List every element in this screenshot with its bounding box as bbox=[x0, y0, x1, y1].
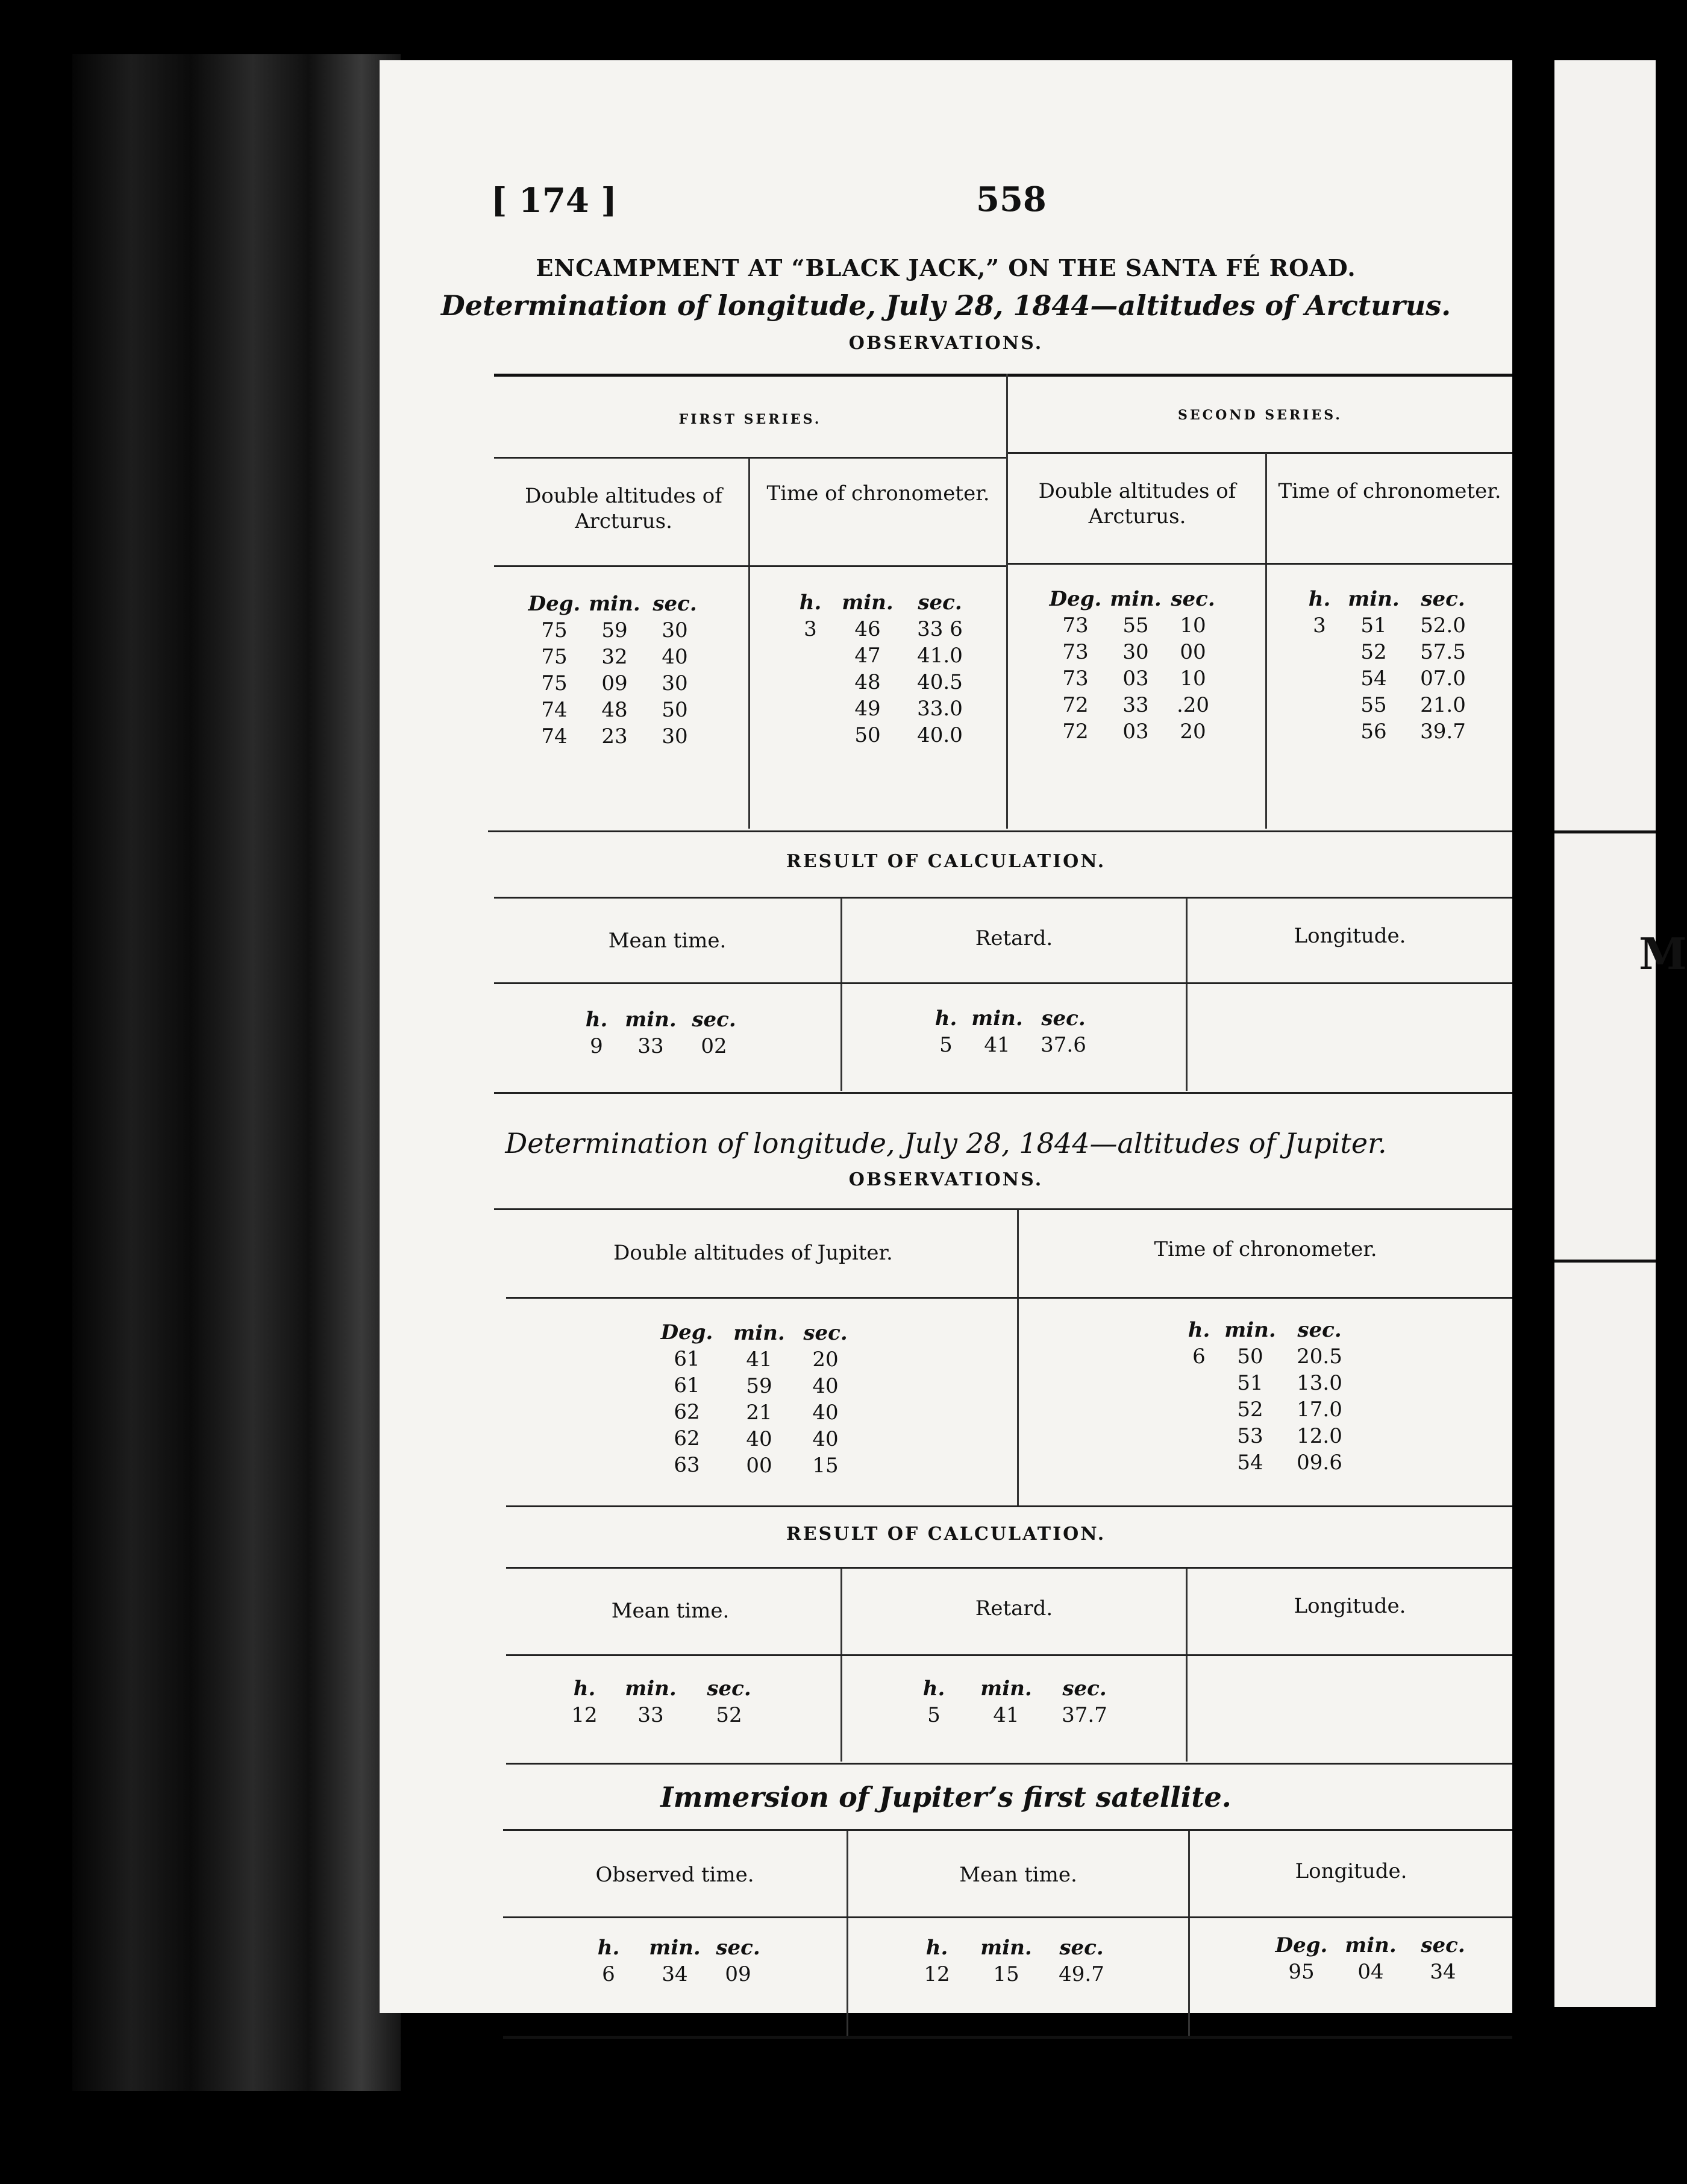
table-cell: 53 bbox=[1237, 1424, 1263, 1448]
column-label: sec. bbox=[707, 1677, 751, 1701]
table-cell: 48 bbox=[854, 670, 881, 694]
table-cell: 59 bbox=[601, 618, 628, 642]
table-cell: 33 bbox=[1122, 693, 1149, 717]
satellite-observed-time-header: Observed time. bbox=[595, 1863, 754, 1887]
arcturus-mean-h bbox=[578, 1006, 615, 1059]
table-cell: 33 bbox=[637, 1034, 664, 1058]
arcturus-second-tsec-column bbox=[1407, 586, 1479, 745]
table-cell: 21.0 bbox=[1420, 693, 1466, 717]
table-rule bbox=[503, 2036, 1512, 2039]
table-cell: 55 bbox=[1360, 693, 1387, 717]
jupiter-tsec-column bbox=[1283, 1317, 1356, 1476]
jupiter-result-label: RESULT OF CALCULATION. bbox=[786, 1523, 1106, 1545]
table-cell bbox=[1298, 665, 1341, 692]
column-label: min. bbox=[971, 1006, 1023, 1031]
table-cell: 00 bbox=[1180, 640, 1206, 664]
arcturus-mean-sec bbox=[684, 1006, 744, 1059]
table-cell: 33.0 bbox=[917, 697, 963, 721]
arcturus-first-sec-column bbox=[648, 591, 702, 750]
jupiter-altitude-header: Double altitudes of Jupiter. bbox=[613, 1241, 893, 1265]
page-number: 558 bbox=[976, 180, 1047, 219]
table-cell: 62 bbox=[674, 1426, 700, 1451]
first-time-header: Time of chronometer. bbox=[766, 482, 990, 506]
table-cell: 61 bbox=[674, 1373, 700, 1398]
column-label: h. bbox=[1308, 587, 1331, 611]
table-rule bbox=[494, 374, 1512, 377]
table-cell: 40 bbox=[662, 645, 688, 669]
table-divider bbox=[1265, 453, 1267, 829]
table-rule bbox=[494, 1208, 1512, 1210]
arcturus-second-deg-column bbox=[1048, 586, 1103, 745]
first-series-label: FIRST SERIES. bbox=[678, 412, 822, 427]
arcturus-retard-h bbox=[928, 1005, 964, 1058]
table-cell: 52.0 bbox=[1420, 613, 1466, 638]
satellite-title: Immersion of Jupiter’s first satellite. bbox=[660, 1781, 1232, 1813]
facing-page-letter: M bbox=[1639, 928, 1687, 979]
table-cell: 12 bbox=[571, 1703, 598, 1727]
jupiter-mean-h bbox=[563, 1675, 606, 1728]
column-label: sec. bbox=[1421, 587, 1465, 611]
table-cell: 72 bbox=[1062, 693, 1089, 717]
satellite-mean-min bbox=[976, 1935, 1036, 1988]
column-label: sec. bbox=[803, 1321, 848, 1345]
table-rule bbox=[506, 1654, 1512, 1656]
satellite-longitude-min bbox=[1341, 1932, 1401, 1985]
column-label: min. bbox=[589, 592, 640, 616]
column-label: h. bbox=[934, 1006, 957, 1031]
column-label: min. bbox=[980, 1677, 1032, 1701]
column-label: min. bbox=[625, 1677, 677, 1701]
section-heading: ENCAMPMENT AT “BLACK JACK,” ON THE SANTA FÉ ROAD. bbox=[536, 254, 1356, 281]
table-cell: 40.0 bbox=[917, 723, 963, 747]
table-cell: 10 bbox=[1180, 613, 1206, 638]
table-cell bbox=[1181, 1449, 1217, 1476]
column-label: sec. bbox=[918, 591, 962, 615]
column-label: h. bbox=[585, 1008, 608, 1032]
table-cell bbox=[1298, 639, 1341, 665]
table-cell: 57.5 bbox=[1420, 640, 1466, 664]
table-cell: 40 bbox=[746, 1427, 772, 1451]
column-label: sec. bbox=[716, 1936, 760, 1960]
table-cell: 17.0 bbox=[1297, 1398, 1342, 1422]
column-label: sec. bbox=[1059, 1936, 1104, 1960]
satellite-longitude-sec bbox=[1413, 1932, 1473, 1985]
column-label: Deg. bbox=[660, 1320, 713, 1345]
table-cell: 39.7 bbox=[1420, 720, 1466, 744]
table-cell: 52 bbox=[1360, 640, 1387, 664]
table-cell: 07.0 bbox=[1420, 667, 1466, 691]
table-cell: 47 bbox=[854, 644, 881, 668]
satellite-mean-h bbox=[916, 1935, 958, 1988]
jupiter-mean-min bbox=[621, 1675, 681, 1728]
table-cell: 41 bbox=[993, 1703, 1019, 1727]
arcturus-mean-time-header: Mean time. bbox=[608, 929, 727, 953]
column-label: sec. bbox=[1297, 1318, 1342, 1342]
second-altitude-header: Double altitudes of Arcturus. bbox=[1038, 479, 1236, 529]
table-cell: 61 bbox=[674, 1347, 700, 1371]
column-label: h. bbox=[799, 591, 822, 615]
column-label: sec. bbox=[1171, 587, 1215, 611]
table-cell: 04 bbox=[1357, 1960, 1384, 1984]
table-cell: 12 bbox=[924, 1962, 950, 1986]
table-cell: 75 bbox=[541, 645, 568, 669]
table-rule bbox=[1008, 452, 1512, 454]
table-cell bbox=[789, 669, 831, 695]
table-cell: 50 bbox=[854, 723, 881, 747]
table-cell: 52 bbox=[716, 1703, 742, 1727]
table-cell: 3 bbox=[804, 617, 817, 641]
jupiter-observations-label: OBSERVATIONS. bbox=[848, 1169, 1044, 1190]
table-cell: 9 bbox=[590, 1034, 603, 1058]
column-label: h. bbox=[1188, 1318, 1210, 1342]
table-cell: 32 bbox=[601, 645, 628, 669]
table-cell: 72 bbox=[1062, 720, 1089, 744]
jupiter-mean-time-header: Mean time. bbox=[611, 1599, 730, 1623]
table-cell: 73 bbox=[1062, 640, 1089, 664]
arcturus-observations-label: OBSERVATIONS. bbox=[848, 333, 1044, 354]
jupiter-longitude-header: Longitude. bbox=[1294, 1594, 1406, 1618]
column-label: min. bbox=[1224, 1318, 1276, 1342]
arcturus-longitude-header: Longitude. bbox=[1294, 924, 1406, 948]
arcturus-retard-header: Retard. bbox=[975, 926, 1053, 950]
table-cell: 21 bbox=[746, 1401, 772, 1425]
satellite-observed-min bbox=[645, 1935, 705, 1988]
table-rule bbox=[506, 1297, 1512, 1299]
table-cell: 95 bbox=[1288, 1960, 1315, 1984]
table-cell: .20 bbox=[1176, 693, 1210, 717]
column-label: min. bbox=[842, 591, 894, 615]
table-cell: 09 bbox=[725, 1962, 751, 1986]
satellite-longitude-header: Longitude. bbox=[1295, 1859, 1407, 1883]
table-cell: 54 bbox=[1237, 1451, 1263, 1475]
table-cell bbox=[789, 722, 831, 748]
table-cell: 74 bbox=[541, 724, 568, 748]
column-label: Deg. bbox=[528, 592, 581, 616]
arcturus-second-h-column bbox=[1298, 586, 1341, 745]
column-label: Deg. bbox=[1275, 1933, 1328, 1957]
table-cell: 54 bbox=[1360, 667, 1387, 691]
table-cell: 46 bbox=[854, 617, 881, 641]
table-cell: 40 bbox=[812, 1401, 839, 1425]
column-label: h. bbox=[597, 1936, 620, 1960]
column-label: min. bbox=[1110, 587, 1162, 611]
table-cell: 50 bbox=[1237, 1345, 1263, 1369]
arcturus-second-min-column bbox=[1109, 586, 1163, 745]
jupiter-title: Determination of longitude, July 28, 1844—altitudes of Jupiter. bbox=[505, 1127, 1387, 1159]
table-rule bbox=[503, 1916, 1512, 1918]
jupiter-sec-column bbox=[795, 1320, 856, 1479]
table-cell: 75 bbox=[541, 618, 568, 642]
column-label: sec. bbox=[653, 592, 697, 616]
table-cell: 20 bbox=[1180, 720, 1206, 744]
column-label: sec. bbox=[692, 1008, 736, 1032]
table-cell: 33 bbox=[637, 1703, 664, 1727]
table-cell: 23 bbox=[601, 724, 628, 748]
table-cell: 34 bbox=[1430, 1960, 1456, 1984]
table-cell: 63 bbox=[674, 1453, 700, 1477]
table-cell: 30 bbox=[662, 671, 688, 695]
jupiter-retard-min bbox=[976, 1675, 1036, 1728]
arcturus-retard-sec bbox=[1027, 1005, 1100, 1058]
table-cell: 56 bbox=[1360, 720, 1387, 744]
book-spine bbox=[72, 54, 401, 2091]
table-cell: 75 bbox=[541, 671, 568, 695]
table-cell: 20 bbox=[812, 1348, 839, 1372]
table-cell: 15 bbox=[812, 1454, 839, 1478]
table-cell: 3 bbox=[1313, 613, 1326, 638]
table-cell: 41 bbox=[746, 1348, 772, 1372]
table-cell: 50 bbox=[662, 698, 688, 722]
page-label: [ 174 ] bbox=[491, 181, 617, 221]
table-cell bbox=[1181, 1396, 1217, 1423]
table-rule bbox=[494, 457, 1006, 459]
column-label: Deg. bbox=[1049, 587, 1102, 611]
table-cell: 40 bbox=[812, 1374, 839, 1398]
table-divider bbox=[1006, 374, 1008, 829]
column-label: sec. bbox=[1041, 1006, 1086, 1031]
table-rule bbox=[506, 1505, 1512, 1507]
table-rule bbox=[506, 1763, 1512, 1765]
arcturus-first-tsec-column bbox=[904, 589, 976, 748]
table-cell: 5 bbox=[939, 1033, 953, 1057]
table-cell: 33 6 bbox=[917, 617, 963, 641]
table-cell: 41.0 bbox=[917, 644, 963, 668]
table-cell: 30 bbox=[1122, 640, 1149, 664]
table-cell: 12.0 bbox=[1297, 1424, 1342, 1448]
table-cell: 52 bbox=[1237, 1398, 1263, 1422]
table-cell: 51 bbox=[1237, 1371, 1263, 1395]
facing-page-rule bbox=[1554, 1260, 1656, 1263]
jupiter-retard-header: Retard. bbox=[975, 1596, 1053, 1621]
table-cell: 30 bbox=[662, 724, 688, 748]
table-cell bbox=[1298, 718, 1341, 745]
table-rule bbox=[488, 830, 1512, 832]
table-cell: 55 bbox=[1122, 613, 1149, 638]
second-series-label: SECOND SERIES. bbox=[1178, 407, 1342, 423]
table-cell: 59 bbox=[746, 1374, 772, 1398]
jupiter-h-column bbox=[1181, 1317, 1217, 1476]
table-cell: 6 bbox=[602, 1962, 615, 1986]
table-cell: 09.6 bbox=[1297, 1451, 1342, 1475]
table-rule bbox=[503, 1829, 1512, 1831]
jupiter-time-header: Time of chronometer. bbox=[1154, 1237, 1377, 1261]
table-cell: 00 bbox=[746, 1454, 772, 1478]
arcturus-first-tmin-column bbox=[837, 589, 898, 748]
satellite-mean-time-header: Mean time. bbox=[959, 1863, 1077, 1887]
table-cell: 49.7 bbox=[1059, 1962, 1104, 1986]
table-cell: 10 bbox=[1180, 667, 1206, 691]
table-cell bbox=[1181, 1423, 1217, 1449]
table-cell: 40 bbox=[812, 1427, 839, 1451]
first-altitude-header: Double altitudes of Arcturus. bbox=[525, 484, 722, 533]
arcturus-first-h-column bbox=[789, 589, 831, 748]
column-label: sec. bbox=[1421, 1933, 1465, 1957]
column-label: h. bbox=[925, 1936, 948, 1960]
table-cell: 34 bbox=[662, 1962, 688, 1986]
column-label: min. bbox=[1348, 587, 1400, 611]
table-cell: 03 bbox=[1122, 720, 1149, 744]
table-cell: 49 bbox=[854, 697, 881, 721]
satellite-observed-sec bbox=[708, 1935, 768, 1988]
satellite-observed-h bbox=[590, 1935, 627, 1988]
arcturus-first-min-column bbox=[587, 591, 642, 750]
satellite-longitude-deg bbox=[1271, 1932, 1332, 1985]
table-cell: 20.5 bbox=[1297, 1345, 1342, 1369]
table-divider bbox=[748, 458, 750, 829]
table-rule bbox=[494, 982, 1512, 984]
table-cell: 40.5 bbox=[917, 670, 963, 694]
table-cell: 37.6 bbox=[1041, 1033, 1086, 1057]
table-cell: 02 bbox=[701, 1034, 727, 1058]
jupiter-retard-sec bbox=[1048, 1675, 1121, 1728]
column-label: min. bbox=[733, 1321, 785, 1345]
table-cell: 13.0 bbox=[1297, 1371, 1342, 1395]
column-label: min. bbox=[625, 1008, 677, 1032]
table-cell bbox=[1181, 1370, 1217, 1396]
table-cell: 73 bbox=[1062, 613, 1089, 638]
satellite-mean-sec bbox=[1042, 1935, 1121, 1988]
arcturus-mean-min bbox=[621, 1006, 681, 1059]
table-cell: 6 bbox=[1192, 1345, 1206, 1369]
column-label: h. bbox=[922, 1677, 945, 1701]
table-rule bbox=[506, 1567, 1512, 1569]
column-label: h. bbox=[573, 1677, 596, 1701]
arcturus-second-tmin-column bbox=[1344, 586, 1404, 745]
table-cell: 37.7 bbox=[1062, 1703, 1107, 1727]
table-cell: 09 bbox=[601, 671, 628, 695]
jupiter-tmin-column bbox=[1220, 1317, 1280, 1476]
table-cell: 62 bbox=[674, 1400, 700, 1424]
table-cell: 48 bbox=[601, 698, 628, 722]
arcturus-second-sec-column bbox=[1166, 586, 1220, 745]
column-label: min. bbox=[649, 1936, 701, 1960]
facing-page-rule bbox=[1554, 830, 1656, 833]
table-rule bbox=[494, 565, 1006, 567]
second-time-header: Time of chronometer. bbox=[1278, 479, 1501, 503]
table-cell: 15 bbox=[993, 1962, 1019, 1986]
table-rule bbox=[494, 897, 1512, 899]
column-label: min. bbox=[980, 1936, 1032, 1960]
arcturus-title: Determination of longitude, July 28, 1844—altitudes of Arcturus. bbox=[440, 289, 1451, 322]
facing-page-edge bbox=[1554, 60, 1687, 2007]
jupiter-deg-column bbox=[657, 1320, 717, 1479]
arcturus-first-deg-column bbox=[527, 591, 581, 750]
jupiter-mean-sec bbox=[699, 1675, 759, 1728]
table-cell: 51 bbox=[1360, 613, 1387, 638]
table-cell: 74 bbox=[541, 698, 568, 722]
table-cell bbox=[1298, 692, 1341, 718]
table-cell: 73 bbox=[1062, 667, 1089, 691]
table-rule bbox=[494, 1092, 1512, 1094]
table-cell bbox=[789, 642, 831, 669]
arcturus-retard-min bbox=[967, 1005, 1027, 1058]
arcturus-result-label: RESULT OF CALCULATION. bbox=[786, 851, 1106, 872]
document-page bbox=[380, 60, 1512, 2013]
table-rule bbox=[1008, 563, 1512, 565]
table-cell: 03 bbox=[1122, 667, 1149, 691]
column-label: sec. bbox=[1062, 1677, 1107, 1701]
table-cell: 30 bbox=[662, 618, 688, 642]
table-cell: 5 bbox=[927, 1703, 941, 1727]
jupiter-min-column bbox=[729, 1320, 789, 1479]
column-label: min. bbox=[1345, 1933, 1397, 1957]
table-cell bbox=[789, 695, 831, 722]
table-cell: 41 bbox=[984, 1033, 1010, 1057]
jupiter-retard-h bbox=[916, 1675, 952, 1728]
